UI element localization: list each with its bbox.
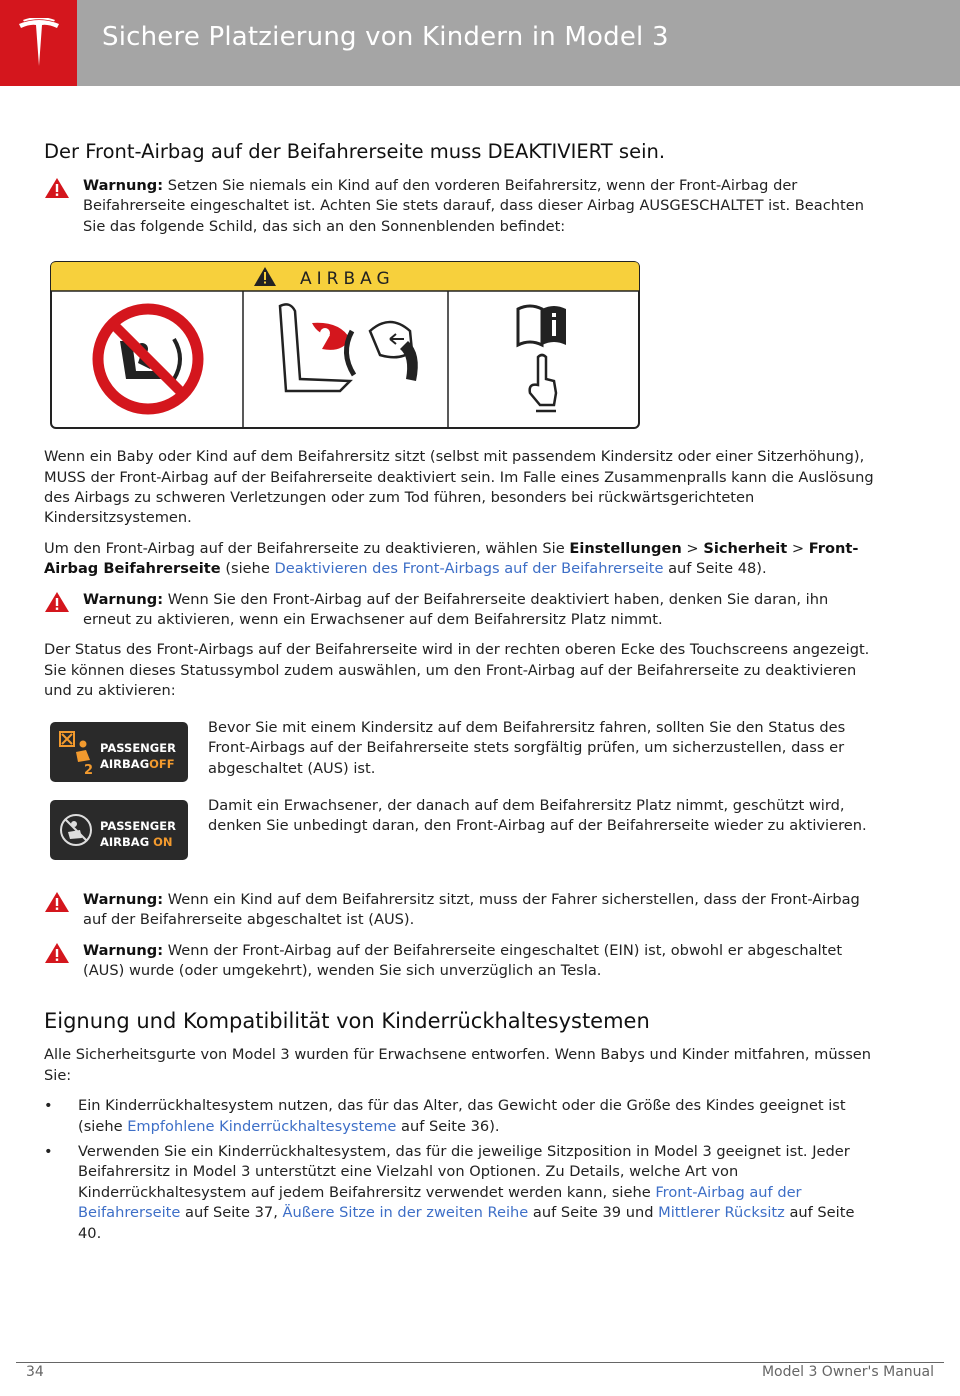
text: > (787, 539, 809, 557)
list-item (44, 1142, 874, 1244)
paragraph: Alle Sicherheitsgurte von Model 3 wurden für Erwachsene entworfen. Wenn Babys und Kinder mitfahren, müssen Sie: (44, 1046, 872, 1084)
paragraph: Der Status des Front-Airbags auf der Beifahrerseite wird in der rechten oberen Ecke des Touchscreens angezeigt. Sie können dieses Statussymbol zudem auswählen, um den Front-Airbag auf der Beifahrerseite zu deaktivieren und zu aktivieren: (44, 641, 870, 700)
status-row-off (44, 718, 874, 782)
warning-text: Wenn ein Kind auf dem Beifahrersitz sitzt, muss der Fahrer sicherstellen, dass der Front-Airbag auf der Beifahrerseite abgeschaltet ist (AUS). (83, 890, 860, 929)
main-content (44, 140, 874, 1249)
warning-block (44, 890, 874, 931)
warning-block (44, 941, 874, 982)
badge-line1: PASSENGER (100, 818, 176, 833)
link-front-airbag-passenger[interactable]: Front-Airbag auf der Beifahrerseite (78, 1183, 802, 1222)
link-outer-second-row-seats[interactable]: Äußere Sitze in der zweiten Reihe (282, 1204, 529, 1222)
text: auf Seite 36). (396, 1117, 500, 1135)
warning-text: Wenn Sie den Front-Airbag auf der Beifahrerseite deaktiviert haben, denken Sie daran, ihn erneut zu aktivieren, wenn ein Erwachsener auf dem Beifahrersitz Platz nimmt. (83, 590, 829, 629)
warning-triangle-icon (44, 891, 70, 913)
text: auf Seite 40. (78, 1204, 855, 1242)
section-heading: Eignung und Kompatibilität von Kinderrückhaltesystemen (44, 1009, 650, 1034)
page-header (0, 0, 960, 86)
warning-label: Warnung: (83, 590, 164, 608)
bullet: • (44, 1097, 53, 1115)
footer-divider (16, 1362, 944, 1363)
passenger-airbag-on-badge (50, 800, 188, 860)
airbag-warning-label (50, 261, 640, 429)
text: Um den Front-Airbag auf der Beifahrerseite zu deaktivieren, wählen Sie (44, 539, 570, 557)
warning-text: Wenn der Front-Airbag auf der Beifahrerseite eingeschaltet (EIN) ist, obwohl er abgeschaltet (AUS) wurde (oder umgekehrt), wenden Sie sich unverzüglich an Tesla. (83, 941, 843, 979)
warning-label: Warnung: (83, 177, 164, 194)
page-title: Sichere Platzierung von Kindern in Model 3 (102, 22, 669, 52)
no-child-seat-icon (98, 309, 198, 409)
warning-triangle-icon (44, 177, 70, 199)
page-number: 34 (26, 1364, 44, 1380)
manual-title: Model 3 Owner's Manual (761, 1364, 934, 1380)
status-off-description: Bevor Sie mit einem Kindersitz auf dem Beifahrersitz fahren, sollten Sie den Status des Front-Airbags auf der Beifahrerseite stets sorgfältig prüfen, um sicherzustellen, dass er abgeschaltet (AUS) ist. (208, 718, 846, 777)
airbag-off-icon (50, 722, 188, 782)
status-row-on (44, 796, 874, 860)
badge-line1: PASSENGER (100, 740, 176, 755)
text: Verwenden Sie ein Kinderrückhaltesystem, das für die jeweilige Sitzposition in Model 3 geeignet ist. Jeder Beifahrersitz in Model 3 unterstützt eine Vielzahl von Optionen. Zu Details, welche Art von Kinderrückhaltesystem auf jedem Beifahrersitz verwendet werden kann, siehe (78, 1142, 850, 1201)
airbag-off-number: 2 (84, 762, 94, 778)
tesla-logo-icon (17, 18, 61, 68)
requirements-list (44, 1096, 874, 1244)
passenger-airbag-off-badge (50, 722, 188, 782)
airbag-on-icon (50, 800, 188, 860)
text: Ein Kinderrückhaltesystem nutzen, das für das Alter, das Gewicht oder die Größe des Kindes geeignet ist (siehe (78, 1097, 846, 1135)
text: auf Seite 48). (663, 560, 767, 578)
airbag-label-title: AIRBAG (300, 269, 395, 290)
badge-line2 (100, 757, 175, 771)
warning-block (44, 176, 874, 237)
paragraph (44, 539, 874, 580)
section-heading: Der Front-Airbag auf der Beifahrerseite muss DEAKTIVIERT sein. (44, 140, 666, 163)
badge-line2 (100, 835, 173, 849)
menu-path-settings: Einstellungen (569, 539, 682, 557)
paragraph: Wenn ein Baby oder Kind auf dem Beifahrersitz sitzt (selbst mit passendem Kindersitz oder einer Sitzerhöhung), MUSS der Front-Airbag auf der Beifahrerseite deaktiviert sein. Im Falle eines Zusammenpralls kann die Auslösung des Airbags zu schweren Verletzungen oder zum Tod führen, besonders bei rückwärtsgerichteten Kindersitzsystemen. (44, 448, 874, 527)
link-deactivate-airbag[interactable]: Deaktivieren des Front-Airbags auf der Beifahrerseite (274, 560, 664, 578)
badge-airbag-text: AIRBAG (100, 834, 154, 849)
warning-label: Warnung: (83, 890, 164, 908)
warning-triangle-icon (44, 942, 70, 964)
list-item (44, 1096, 874, 1137)
bullet: • (44, 1142, 53, 1160)
text: (siehe (220, 560, 275, 578)
tesla-logo (0, 0, 77, 86)
text: > (681, 539, 704, 557)
link-middle-rear-seat[interactable]: Mittlerer Rücksitz (658, 1204, 785, 1222)
warning-text: Setzen Sie niemals ein Kind auf den vorderen Beifahrersitz, wenn der Front-Airbag der Beifahrerseite eingeschaltet ist. Achten Sie stets darauf, dass dieser Airbag AUSGESCHALTET ist. Beachten Sie das folgende Schild, das sich an den Sonnenblenden befindet: (83, 177, 864, 235)
text: auf Seite 37, (180, 1204, 283, 1222)
status-on-description: Damit ein Erwachsener, der danach auf dem Beifahrersitz Platz nimmt, geschützt wird, denken Sie unbedingt daran, den Front-Airbag auf der Beifahrerseite wieder zu aktivieren. (208, 796, 867, 835)
menu-path-front-airbag: Front-Airbag Beifahrerseite (44, 539, 859, 578)
badge-airbag-text: AIRBAG (100, 756, 150, 771)
warning-label: Warnung: (83, 941, 164, 959)
text: auf Seite 39 und (528, 1204, 659, 1222)
link-recommended-restraints[interactable]: Empfohlene Kinderrückhaltesysteme (127, 1117, 397, 1135)
badge-on-text: ON (153, 834, 173, 849)
badge-off-text: OFF (149, 756, 175, 771)
warning-block (44, 590, 874, 631)
warning-triangle-icon (44, 591, 70, 613)
menu-path-security: Sicherheit (703, 539, 788, 557)
